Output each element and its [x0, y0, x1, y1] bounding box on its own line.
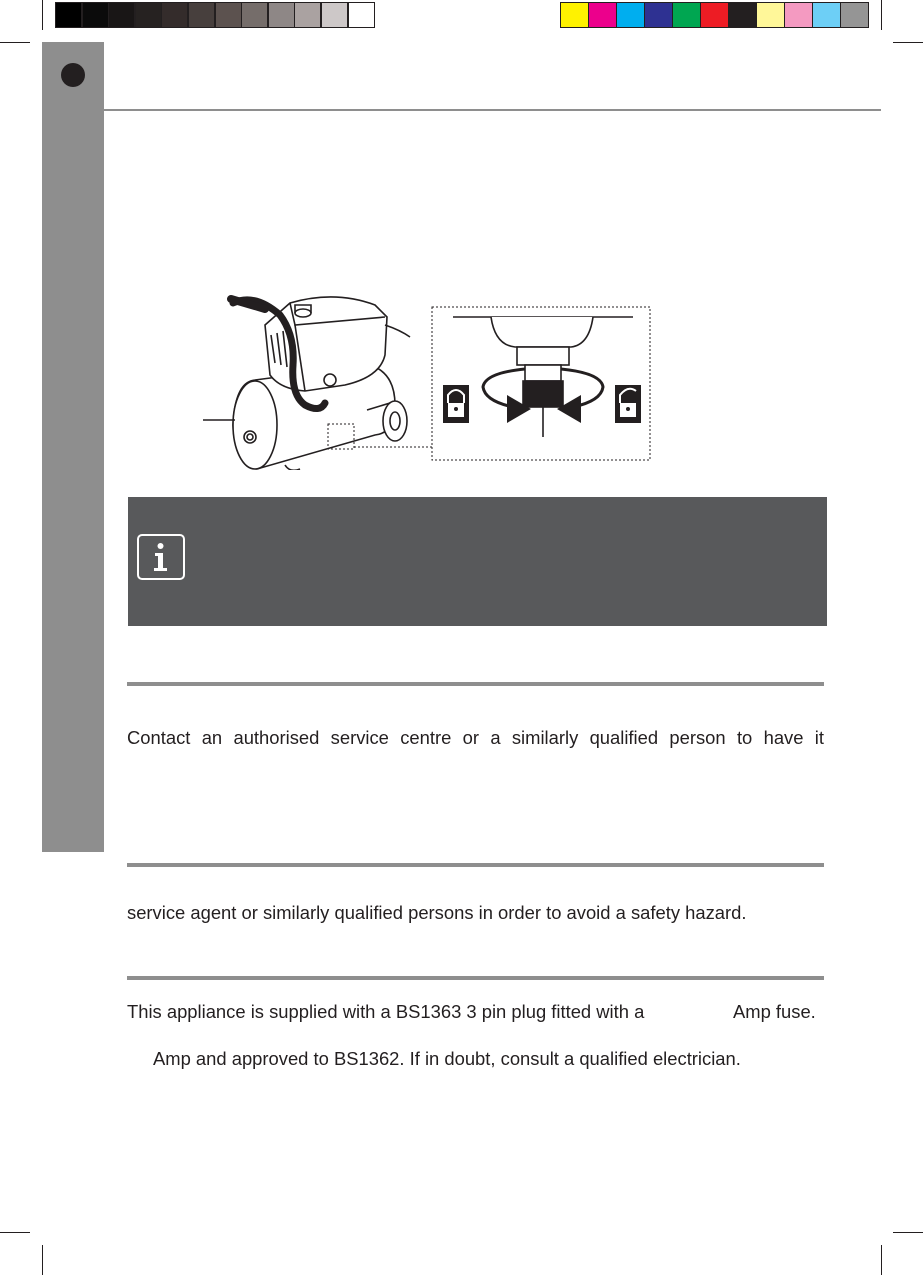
crop-mark: [42, 0, 43, 30]
grey-swatch: [321, 2, 348, 28]
grey-swatch: [241, 2, 268, 28]
section-dot: [61, 63, 85, 87]
grey-swatch: [82, 2, 109, 28]
lock-icon: [443, 385, 469, 423]
section-3-text-b: Amp fuse.: [733, 1001, 816, 1022]
color-swatch: [700, 2, 729, 28]
header-rule: [104, 109, 881, 111]
color-swatch: [644, 2, 673, 28]
unlock-icon: [615, 385, 641, 423]
color-swatch: [560, 2, 589, 28]
crop-mark: [893, 42, 923, 43]
compressor-illustration: [195, 285, 655, 470]
pressure-regulator-knob: [453, 317, 633, 437]
side-band: [42, 42, 104, 852]
color-swatch: [588, 2, 617, 28]
grey-swatch: [348, 2, 375, 28]
crop-mark: [42, 1245, 43, 1275]
info-icon: [137, 534, 185, 580]
color-swatch: [616, 2, 645, 28]
color-swatch: [840, 2, 869, 28]
info-box: [128, 497, 827, 626]
color-swatch: [756, 2, 785, 28]
grey-swatch: [161, 2, 188, 28]
crop-mark: [881, 1245, 882, 1275]
color-swatch: [784, 2, 813, 28]
crop-mark: [0, 42, 30, 43]
crop-mark: [881, 0, 882, 30]
section-rule: [127, 863, 824, 867]
section-rule: [127, 682, 824, 686]
grey-swatch: [108, 2, 135, 28]
color-swatch: [812, 2, 841, 28]
color-swatch: [728, 2, 757, 28]
grey-swatch: [55, 2, 82, 28]
section-3-text-a: This appliance is supplied with a BS1363 3 pin plug fitted with a: [127, 1001, 645, 1022]
grey-swatch: [135, 2, 162, 28]
grey-swatch: [294, 2, 321, 28]
crop-mark: [893, 1232, 923, 1233]
grey-swatch: [188, 2, 215, 28]
section-1-text: Contact an authorised service centre or a similarly qualified person to have it: [127, 727, 824, 748]
section-2-text: service agent or similarly qualified persons in order to avoid a safety hazard.: [127, 902, 747, 923]
section-rule: [127, 976, 824, 980]
color-swatch: [672, 2, 701, 28]
section-3-text-line-2: Amp and approved to BS1362. If in doubt, consult a qualified electrician.: [153, 1048, 741, 1069]
air-compressor-tank: [203, 297, 410, 470]
crop-mark: [0, 1232, 30, 1233]
grey-swatch: [215, 2, 242, 28]
grey-swatch: [268, 2, 295, 28]
